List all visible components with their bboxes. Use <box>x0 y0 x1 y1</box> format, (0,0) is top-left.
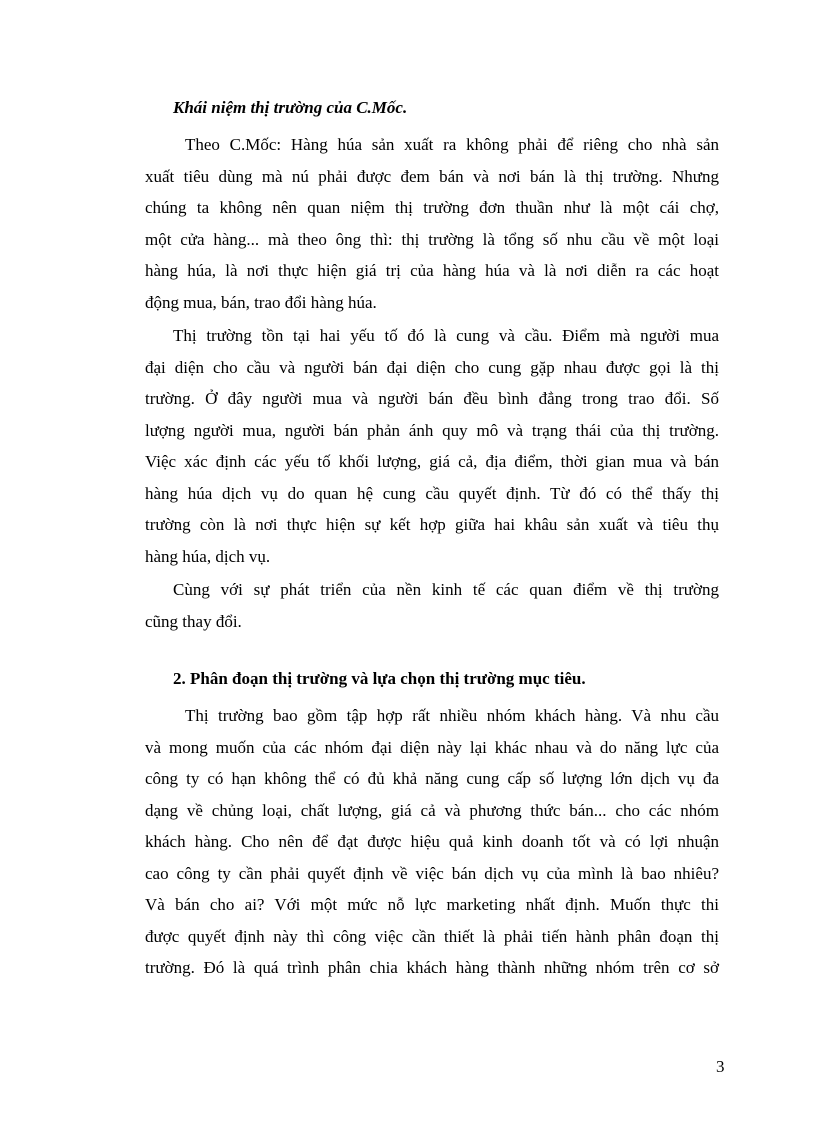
text-line: Việc xác định các yếu tố khối lượng, giá cả, địa điểm, thời gian mua và bán <box>145 452 719 471</box>
text-line: khách hàng. Cho nên để đạt được hiệu quả kinh doanh tốt và có lợi nhuận <box>145 832 719 851</box>
text-line: động mua, bán, trao đổi hàng húa. <box>145 292 377 312</box>
text-line: trường. Ở đây người mua và người bán đều bình đẳng trong trao đổi. Số <box>145 389 719 408</box>
text-line: trường. Đó là quá trình phân chia khách hàng thành những nhóm trên cơ sở <box>145 958 719 977</box>
text-line: và mong muốn của các nhóm đại diện này lại khác nhau và do năng lực của <box>145 737 719 757</box>
text-line: trường còn là nơi thực hiện sự kết hợp giữa hai khâu sản xuất và tiêu thụ <box>145 515 719 534</box>
text-line: lượng người mua, người bán phản ánh quy mô và trạng thái của thị trường. <box>145 420 719 440</box>
text-line: hàng húa, là nơi thực hiện giá trị của hàng húa và là nơi diễn ra các hoạt <box>145 261 719 280</box>
text-line: Thị trường bao gồm tập hợp rất nhiều nhóm khách hàng. Và nhu cầu <box>185 706 719 725</box>
text-line: một cửa hàng... mà theo ông thì: thị trường là tổng số nhu cầu về một loại <box>145 229 719 249</box>
text-line: Theo C.Mốc: Hàng húa sản xuất ra không phải để riêng cho nhà sản <box>185 135 719 154</box>
section-heading-cmoc: Khái niệm thị trường của C.Mốc. <box>173 98 408 117</box>
paragraph-cmoc-definition <box>145 129 719 318</box>
text-line: hàng húa dịch vụ do quan hệ cung cầu quyết định. Từ đó có thể thấy thị <box>145 483 719 503</box>
text-line: đại diện cho cầu và người bán đại diện cho cung gặp nhau được gọi là thị <box>145 357 719 377</box>
text-line: Thị trường tồn tại hai yếu tố đó là cung và cầu. Điểm mà người mua <box>173 326 719 345</box>
text-line: Cùng với sự phát triển của nền kinh tế các quan điểm về thị trường <box>173 580 719 599</box>
paragraph-economy-development <box>145 574 719 637</box>
text-line: dạng về chủng loại, chất lượng, giá cả và phương thức bán... cho các nhóm <box>145 800 719 820</box>
text-line: cao công ty cần phải quyết định về việc bán dịch vụ của mình là bao nhiêu? <box>145 863 719 883</box>
text-line: được quyết định này thì công việc cần thiết là phải tiến hành phân đoạn thị <box>145 926 719 946</box>
text-line: Và bán cho ai? Với một mức nỗ lực marketing nhất định. Muốn thực thi <box>145 895 719 914</box>
section-heading-segmentation: 2. Phân đoạn thị trường và lựa chọn thị trường mục tiêu. <box>173 669 586 688</box>
text-line: cũng thay đổi. <box>145 611 242 631</box>
page-content <box>145 92 719 984</box>
text-line: chúng ta không nên quan niệm thị trường đơn thuần như là một cái chợ, <box>145 198 719 217</box>
page-number: 3 <box>716 1057 725 1076</box>
paragraph-supply-demand <box>145 320 719 572</box>
text-line: công ty có hạn không thể có đủ khả năng cung cấp số lượng lớn dịch vụ đa <box>145 769 719 788</box>
text-line: hàng húa, dịch vụ. <box>145 546 271 566</box>
text-line: xuất tiêu dùng mà nú phải được đem bán và nơi bán là thị trường. Nhưng <box>145 166 719 186</box>
paragraph-segmentation <box>145 700 719 984</box>
